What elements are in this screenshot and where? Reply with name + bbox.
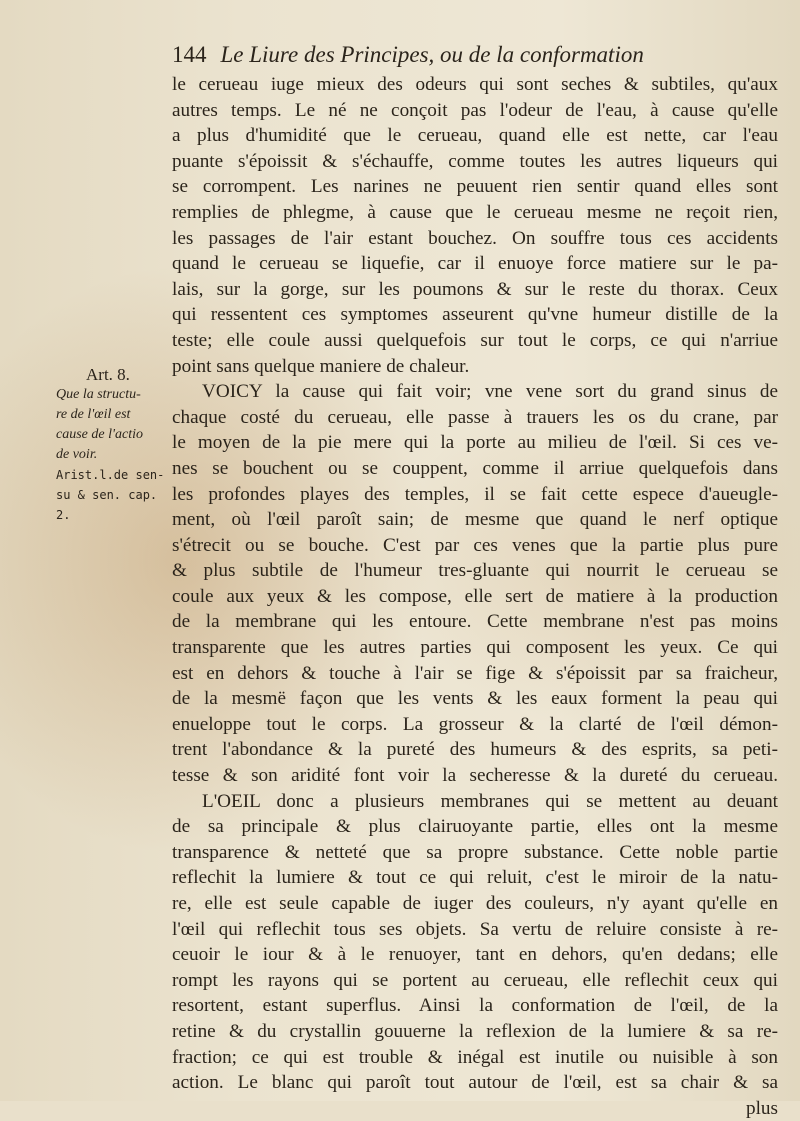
text-line: ceuoir le iour & à le renuoyer, tant en dehors, qu'en dedans; elle: [172, 944, 778, 966]
text-line: transparence & netteté que sa propre substance. Cette noble partie: [172, 841, 778, 863]
margin-source-line: su & sen. cap.: [56, 488, 158, 502]
text-line: resortent, estant superflus. Ainsi la conformation de l'œil, de la: [172, 995, 778, 1017]
text-line: retine & du crystallin gouuerne la reflexion de la lumiere & sa re-: [172, 1020, 778, 1042]
text-line: action. Le blanc qui paroît tout autour de l'œil, est sa chair & sa: [172, 1072, 778, 1094]
text-line: & plus subtile de l'humeur tres-gluante qui nourrit le cerueau se: [172, 560, 778, 582]
text-line: est en dehors & touche à l'air se fige & s'époissit par sa fraicheur,: [172, 662, 778, 684]
text-line: point sans quelque maniere de chaleur.: [172, 355, 470, 377]
text-line: autres temps. Le né ne conçoit pas l'odeur de l'eau, à cause qu'elle: [172, 99, 778, 121]
catchword: plus: [746, 1097, 778, 1119]
text-line: qui ressentent ces symptomes asseurent qu'vne humeur distille de la: [172, 304, 778, 326]
margin-note: [56, 365, 174, 525]
text-line: puante s'époissit & s'échauffe, comme toutes les autres liqueurs qui: [172, 150, 778, 172]
text-line: teste; elle coule aussi quelquefois sur tout le corps, ce qui n'arriue: [172, 329, 778, 351]
text-line: de sa principale & plus clairuoyante partie, elles ont la mesme: [172, 816, 778, 838]
text-line: transparente que les autres parties qui composent les yeux. Ce qui: [172, 637, 778, 659]
text-line: coule aux yeux & les compose, elle sert de matiere à la production: [172, 585, 778, 607]
running-header: [172, 42, 772, 68]
text-line: remplies de phlegme, à cause que le cerueau mesme ne reçoit rien,: [172, 201, 778, 223]
margin-caption-line: re de l'œil est: [56, 407, 131, 422]
text-line: ment, où l'œil paroît sain; de mesme que quand le nerf optique: [172, 509, 778, 531]
text-line: quand le cerueau se liquefie, car il enuoye force matiere sur le pa-: [172, 253, 778, 275]
body-text: [172, 72, 778, 1121]
text-line: enueloppe tout le corps. La grosseur & la clarté de l'œil démon-: [172, 713, 778, 735]
text-line: le moyen de la pie mere qui la porte au milieu de l'œil. Si ces ve-: [172, 432, 778, 454]
text-line: re, elle est seule capable de iuger des couleurs, n'y ayant qu'elle en: [172, 893, 778, 914]
text-line: nes se bouchent ou se couppent, comme il arriue quelquefois dans: [172, 457, 778, 479]
text-line: s'étrecit ou se bouche. C'est par ces venes que la partie plus pure: [172, 534, 778, 556]
text-line: l'œil qui reflechit tous ses objets. Sa vertu de reluire consiste à re-: [172, 918, 778, 940]
text-line: les profondes playes des temples, il se fait cette espece d'aueugle-: [172, 483, 778, 505]
text-line: les passages de l'air estant bouchez. On souffre tous ces accidents: [172, 227, 778, 249]
text-line: tesse & son aridité font voir la secheresse & la dureté du cerueau.: [172, 765, 778, 787]
margin-source-line: 2.: [56, 508, 71, 522]
margin-source-line: Arist.l.de sen-: [56, 468, 165, 482]
text-line: de la mesmë façon que les vents & les eaux forment la peau qui: [172, 688, 778, 710]
margin-caption-line: cause de l'actio: [56, 427, 143, 442]
margin-caption-line: de voir.: [56, 447, 98, 462]
text-line: fraction; ce qui est trouble & inégal est inutile ou nuisible à son: [172, 1046, 778, 1068]
text-line: chaque costé du cerueau, elle passe à trauers les os du crane, par: [172, 406, 778, 428]
text-line: reflechit la lumiere & tout ce qui reluit, c'est le miroir de la natu-: [172, 867, 778, 889]
text-line: a plus d'humidité que le cerueau, quand elle est nette, car l'eau: [172, 125, 778, 147]
text-line: lais, sur la gorge, sur les poumons & sur le reste du thorax. Ceux: [172, 278, 778, 300]
page-number: 144: [172, 42, 207, 67]
text-line: le cerueau iuge mieux des odeurs qui sont seches & subtiles, qu'aux: [172, 74, 778, 95]
text-line: se corrompent. Les narines ne peuuent rien sentir quand elles sont: [172, 176, 778, 198]
text-line: VOICY la cause qui fait voir; vne vene sort du grand sinus de: [202, 381, 778, 403]
running-title: Le Liure des Principes, ou de la conformation: [220, 42, 644, 67]
margin-caption-line: Que la structu-: [56, 387, 141, 402]
text-line: rompt les rayons qui se portent au cerueau, elle reflechit ceux qui: [172, 969, 778, 991]
text-line: trent l'abondance & la pureté des humeurs & des esprits, sa peti-: [172, 739, 778, 761]
article-number: Art. 8.: [86, 365, 130, 384]
text-line: de la membrane qui les entoure. Cette membrane n'est pas moins: [172, 611, 778, 633]
text-line: L'OEIL donc a plusieurs membranes qui se mettent au deuant: [202, 790, 778, 812]
